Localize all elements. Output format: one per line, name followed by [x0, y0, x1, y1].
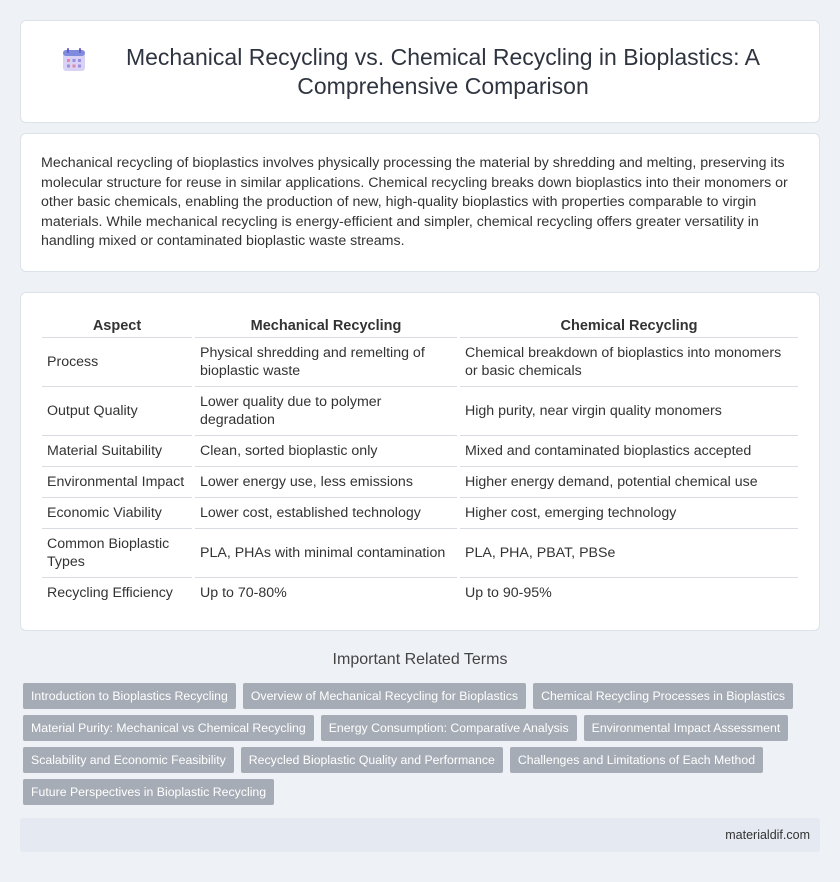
cell-aspect: Material Suitability [42, 436, 192, 467]
table-row [42, 338, 798, 387]
header-aspect: Aspect [42, 315, 192, 338]
related-term-tag[interactable]: Environmental Impact Assessment [584, 715, 789, 741]
related-term-tag[interactable]: Material Purity: Mechanical vs Chemical Recycling [23, 715, 314, 741]
table-row [42, 498, 798, 529]
cell-chemical: PLA, PHA, PBAT, PBSe [460, 529, 798, 578]
related-term-tag[interactable]: Energy Consumption: Comparative Analysis [321, 715, 577, 741]
cell-chemical: Higher energy demand, potential chemical use [460, 467, 798, 498]
cell-chemical: Up to 90-95% [465, 585, 552, 601]
comparison-table [39, 315, 801, 608]
cell-aspect: Environmental Impact [42, 467, 192, 498]
cell-chemical: Chemical breakdown of bioplastics into monomers or basic chemicals [460, 338, 798, 387]
table-header-row [42, 315, 798, 338]
title-card [20, 20, 820, 123]
cell-chemical: Mixed and contaminated bioplastics accepted [460, 436, 798, 467]
cell-mechanical: PLA, PHAs with minimal contamination [195, 529, 457, 578]
header-mechanical: Mechanical Recycling [195, 315, 457, 338]
page-title: Mechanical Recycling vs. Chemical Recycling in Bioplastics: A Comprehensive Comparison [125, 43, 761, 99]
related-term-tag[interactable]: Chemical Recycling Processes in Bioplastics [533, 683, 793, 709]
related-term-tag[interactable]: Future Perspectives in Bioplastic Recycling [23, 779, 274, 805]
header-chemical: Chemical Recycling [460, 315, 798, 338]
cell-mechanical: Physical shredding and remelting of bioplastic waste [195, 338, 457, 387]
cell-mechanical: Up to 70-80% [200, 585, 287, 601]
related-term-tag[interactable]: Recycled Bioplastic Quality and Performance [241, 747, 503, 773]
intro-paragraph: Mechanical recycling of bioplastics involves physically processing the material by shredding and melting, preserving its molecular structure for reuse in similar applications. Chemical recycling breaks down bioplastics into their monomers or other basic chemicals, enabling the production of new, high-quality bioplastics with properties comparable to virgin materials. While mechanical recycling is energy-efficient and simpler, chemical recycling offers greater versatility in handling mixed or contaminated bioplastic waste streams. [41, 155, 788, 249]
cell-aspect: Common Bioplastic Types [42, 529, 192, 578]
calendar-icon [61, 47, 87, 73]
related-term-tag[interactable]: Overview of Mechanical Recycling for Bioplastics [243, 683, 526, 709]
cell-mechanical: Lower energy use, less emissions [195, 467, 457, 498]
related-terms-list [23, 683, 803, 805]
footer [20, 818, 820, 852]
table-row [42, 436, 798, 467]
title-wrap [61, 43, 779, 101]
related-term-tag[interactable]: Scalability and Economic Feasibility [23, 747, 234, 773]
cell-aspect: Output Quality [42, 387, 192, 436]
table-row [42, 387, 798, 436]
cell-chemical: Higher cost, emerging technology [460, 498, 798, 529]
related-term-tag[interactable]: Challenges and Limitations of Each Method [510, 747, 763, 773]
related-term-tag[interactable]: Introduction to Bioplastics Recycling [23, 683, 236, 709]
cell-aspect: Recycling Efficiency [47, 585, 173, 601]
comparison-card [20, 292, 820, 631]
cell-mechanical: Lower quality due to polymer degradation [195, 387, 457, 436]
table-row [42, 467, 798, 498]
intro-card [20, 133, 820, 272]
cell-mechanical: Lower cost, established technology [195, 498, 457, 529]
table-row [42, 578, 798, 608]
cell-mechanical: Clean, sorted bioplastic only [195, 436, 457, 467]
cell-aspect: Process [42, 338, 192, 387]
footer-site-link[interactable]: materialdif.com [725, 828, 810, 842]
related-terms-heading: Important Related Terms [332, 651, 508, 668]
cell-aspect: Economic Viability [42, 498, 192, 529]
table-row [42, 529, 798, 578]
cell-chemical: High purity, near virgin quality monomers [460, 387, 798, 436]
